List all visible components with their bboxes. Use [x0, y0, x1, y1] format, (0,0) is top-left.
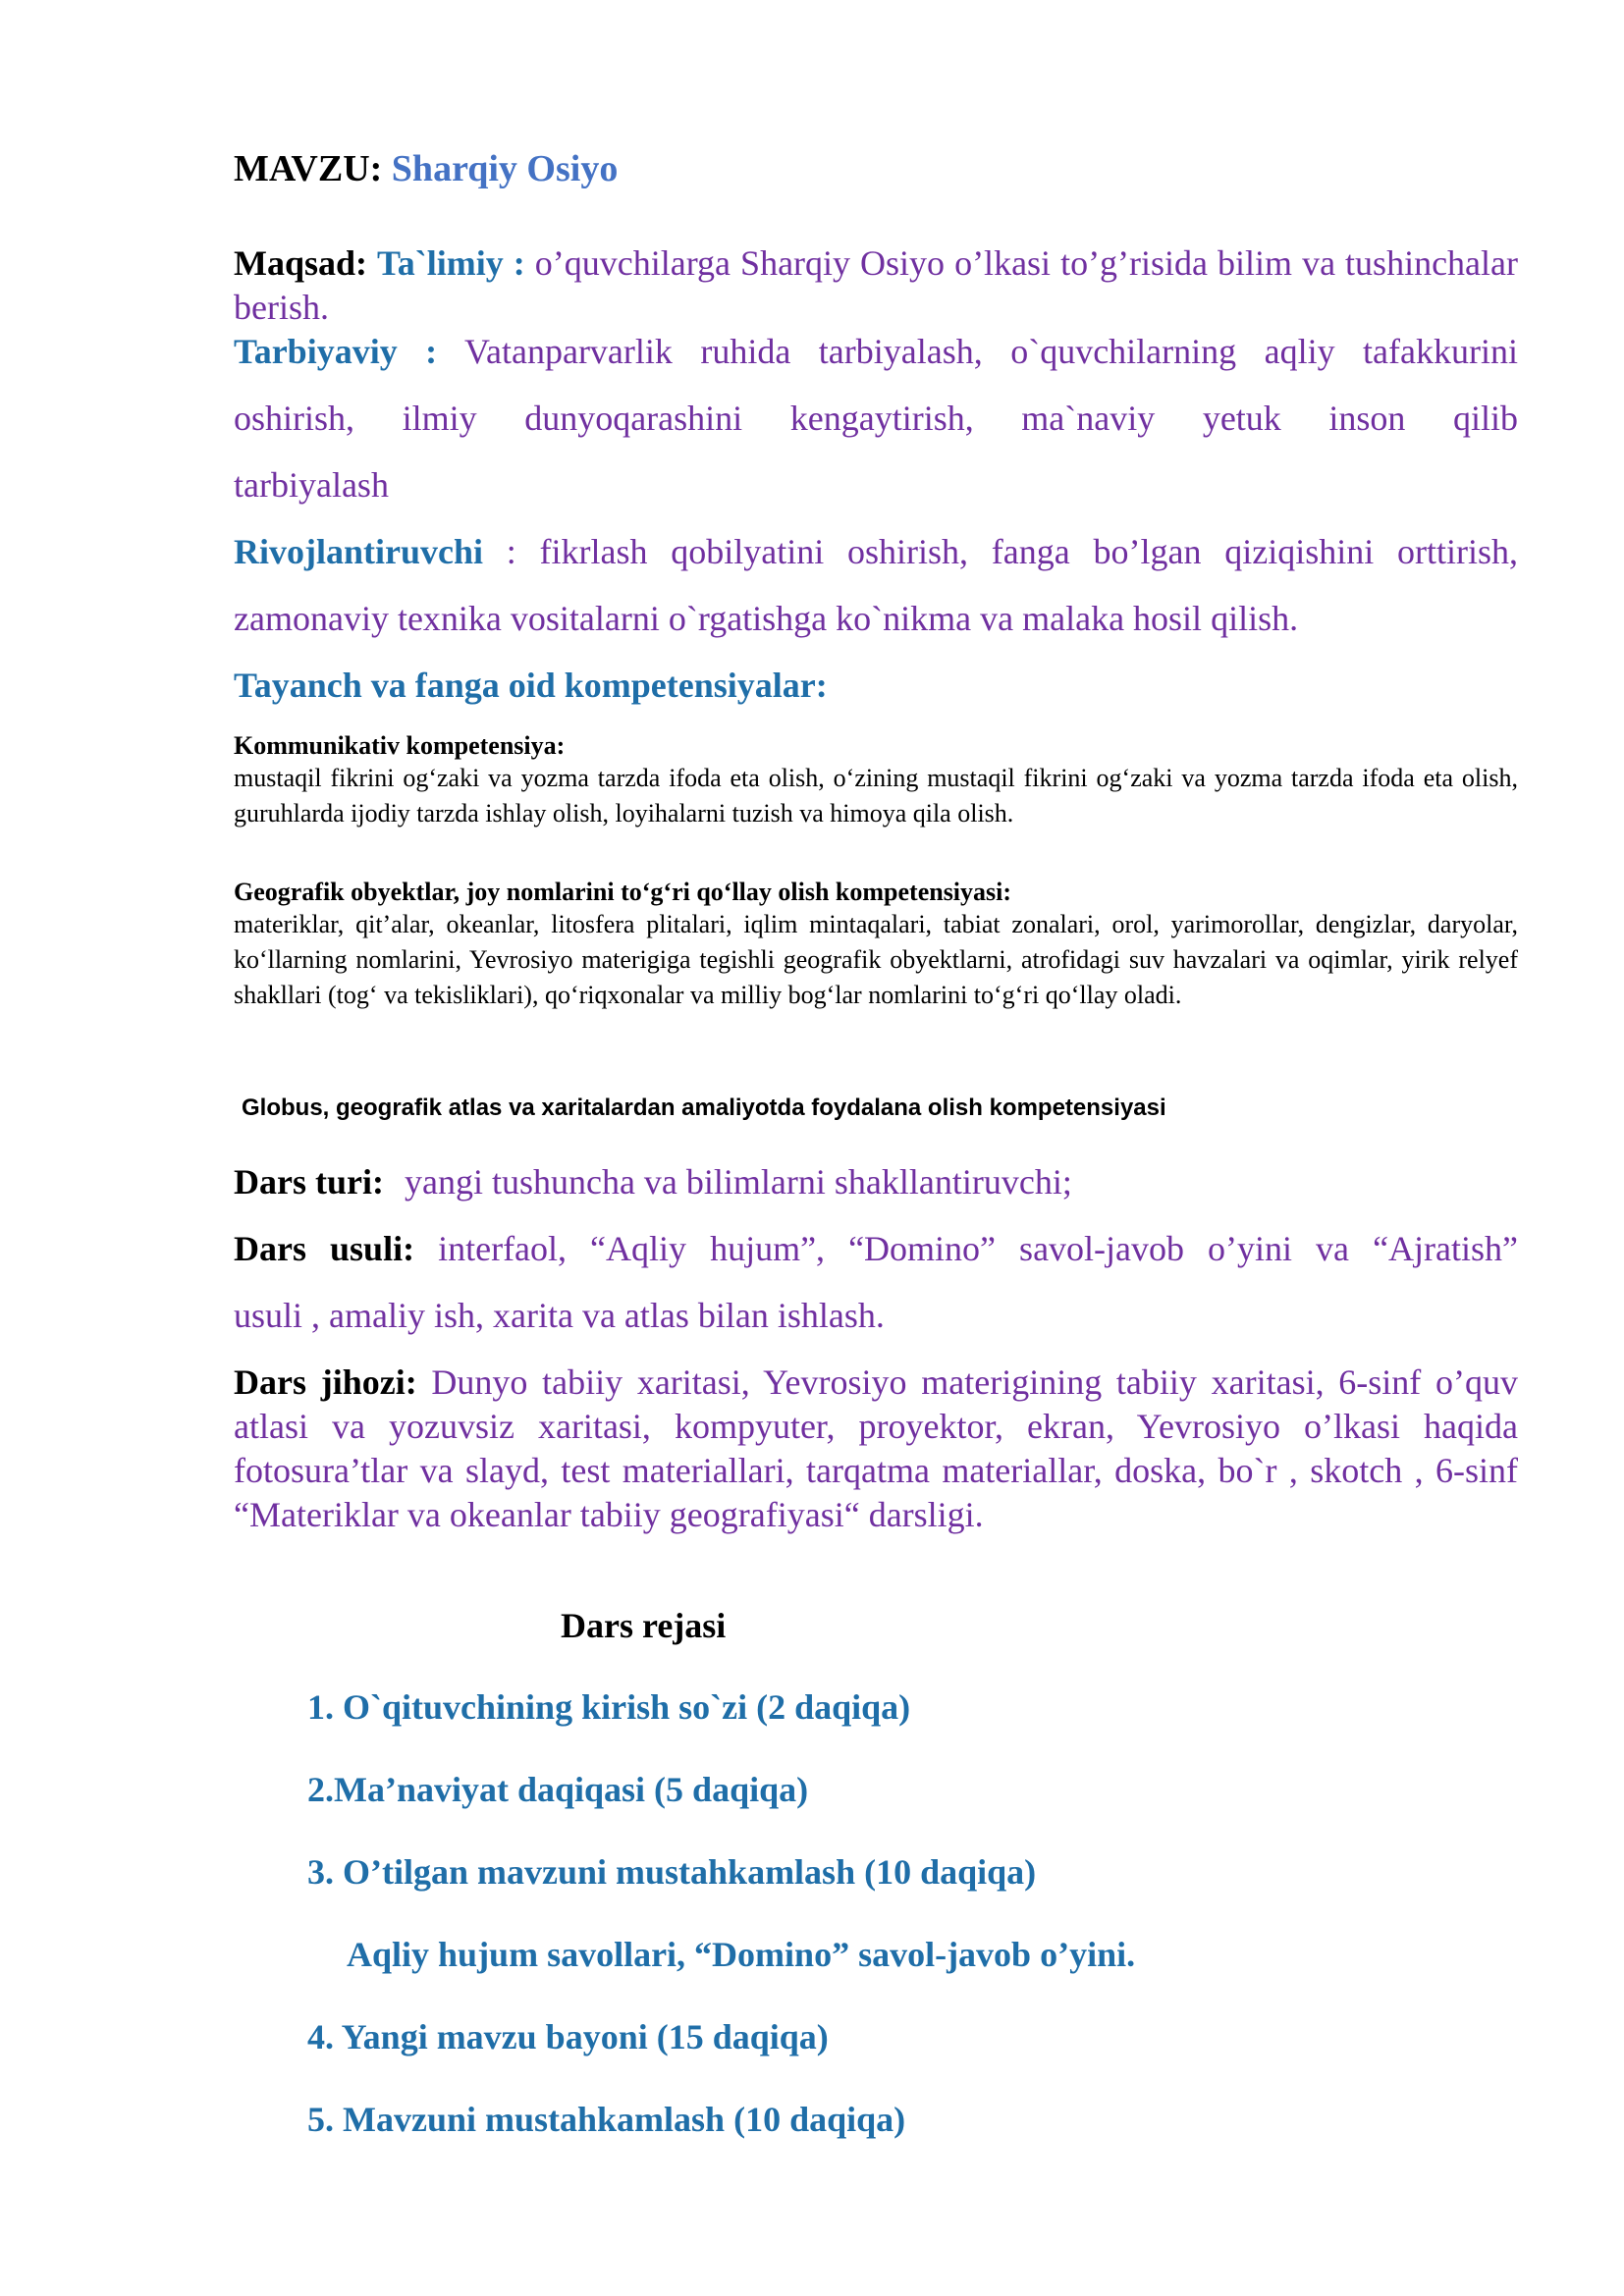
developing-line-1 — [234, 530, 1518, 574]
lesson-equipment — [234, 1361, 1518, 1537]
plan-item-4: 4. Yangi mavzu bayoni (15 daqiqa) — [307, 2017, 829, 2056]
lesson-equipment-label: Dars jihozi: — [234, 1362, 417, 1402]
educational-text: o’quvchilarga Sharqiy Osiyo o’lkasi to’g’risida bilim va tushinchalar berish. — [234, 243, 1518, 327]
plan-item-5: 5. Mavzuni mustahkamlash (10 daqiqa) — [307, 2100, 906, 2139]
upbringing-text-1: Vatanparvarlik ruhida tarbiyalash, o`quvchilarning aqliy tafakkurini — [464, 332, 1518, 371]
lesson-method-text-1: interfaol, “Aqliy hujum”, “Domino” savol-javob o’yini va “Ajratish” — [438, 1229, 1519, 1268]
lesson-method-line-1 — [234, 1227, 1518, 1271]
communicative-title: Kommunikativ kompetensiya: — [234, 731, 566, 760]
communicative-text: mustaqil fikrini og‘zaki va yozma tarzda ifoda eta olish, o‘zining mustaqil fikrini og‘zaki va yozma tarzda ifoda eta olish, guruhlarda ijodiy tarzda ishlay olish, loyihalarni tuzish va himoya qila olish. — [234, 764, 1518, 828]
lesson-type — [234, 1160, 1518, 1204]
upbringing-label: Tarbiyaviy : — [234, 332, 438, 371]
plan-item-3: 3. O’tilgan mavzuni mustahkamlash (10 daqiqa) — [307, 1852, 1037, 1892]
developing-label: Rivojlantiruvchi — [234, 532, 484, 571]
topic-label: MAVZU: — [234, 148, 383, 189]
plan-item-3-detail: Aqliy hujum savollari, “Domino” savol-javob o’yini. — [347, 1935, 1136, 1974]
upbringing-line-3: tarbiyalash — [234, 465, 389, 505]
lesson-type-label: Dars turi: — [234, 1162, 384, 1201]
plan-item-1: 1. O`qituvchining kirish so`zi (2 daqiqa) — [307, 1687, 911, 1727]
educational-goal — [234, 241, 1518, 330]
developing-text-1: : fikrlash qobilyatini oshirish, fanga bo’lgan qiziqishini orttirish, — [506, 532, 1518, 571]
competencies-heading: Tayanch va fanga oid kompetensiyalar: — [234, 666, 828, 705]
developing-line-2: zamonaviy texnika vositalarni o`rgatishga ko`nikma va malaka hosil qilish. — [234, 599, 1299, 638]
lesson-method-label: Dars usuli: — [234, 1229, 415, 1268]
upbringing-line-2: oshirish, ilmiy dunyoqarashini kengaytirish, ma`naviy yetuk inson qilib — [234, 399, 1518, 438]
geographic-title: Geografik obyektlar, joy nomlarini to‘g‘ri qo‘llay olish kompetensiyasi: — [234, 878, 1012, 906]
lesson-equipment-text: Dunyo tabiiy xaritasi, Yevrosiyo materigining tabiiy xaritasi, 6-sinf o’quv atlasi va yozuvsiz xaritasi, kompyuter, proyektor, ekran, Yevrosiyo o’lkasi haqida fotosura’tlar va slayd, test materiallari, tarqatma materiallar, doska, bo`r , skotch , 6-sinf “Materiklar va okeanlar tabiiy geografiyasi“ darsligi. — [234, 1362, 1519, 1534]
plan-title: Dars rejasi — [561, 1606, 727, 1645]
educational-label: Ta`limiy : — [377, 243, 525, 283]
geographic-text: materiklar, qit’alar, okeanlar, litosfera plitalari, iqlim mintaqalari, tabiat zonalari, orol, yarimorollar, dengizlar, daryolar, ko‘llarning nomlarini, Yevrosiyo materigiga tegishli geografik obyektlarni, atrofidagi suv havzalari va oqimlar, yirik relyef shakllari (tog‘ va tekisliklari), qo‘riqxonalar va milliy bog‘lar nomlarini to‘g‘ri qo‘llay oladi. — [234, 910, 1518, 1009]
topic-line — [234, 147, 618, 190]
globus-title: Globus, geografik atlas va xaritalardan amaliyotda foydalana olish kompetensiyasi — [242, 1095, 1166, 1121]
goal-label: Maqsad: — [234, 243, 368, 283]
topic-value: Sharqiy Osiyo — [391, 148, 619, 189]
lesson-method-line-2: usuli , amaliy ish, xarita va atlas bilan ishlash. — [234, 1296, 885, 1335]
plan-item-2: 2.Ma’naviyat daqiqasi (5 daqiqa) — [307, 1770, 809, 1809]
upbringing-line-1 — [234, 330, 1518, 374]
lesson-type-value: yangi tushuncha va bilimlarni shakllantiruvchi; — [404, 1162, 1072, 1201]
